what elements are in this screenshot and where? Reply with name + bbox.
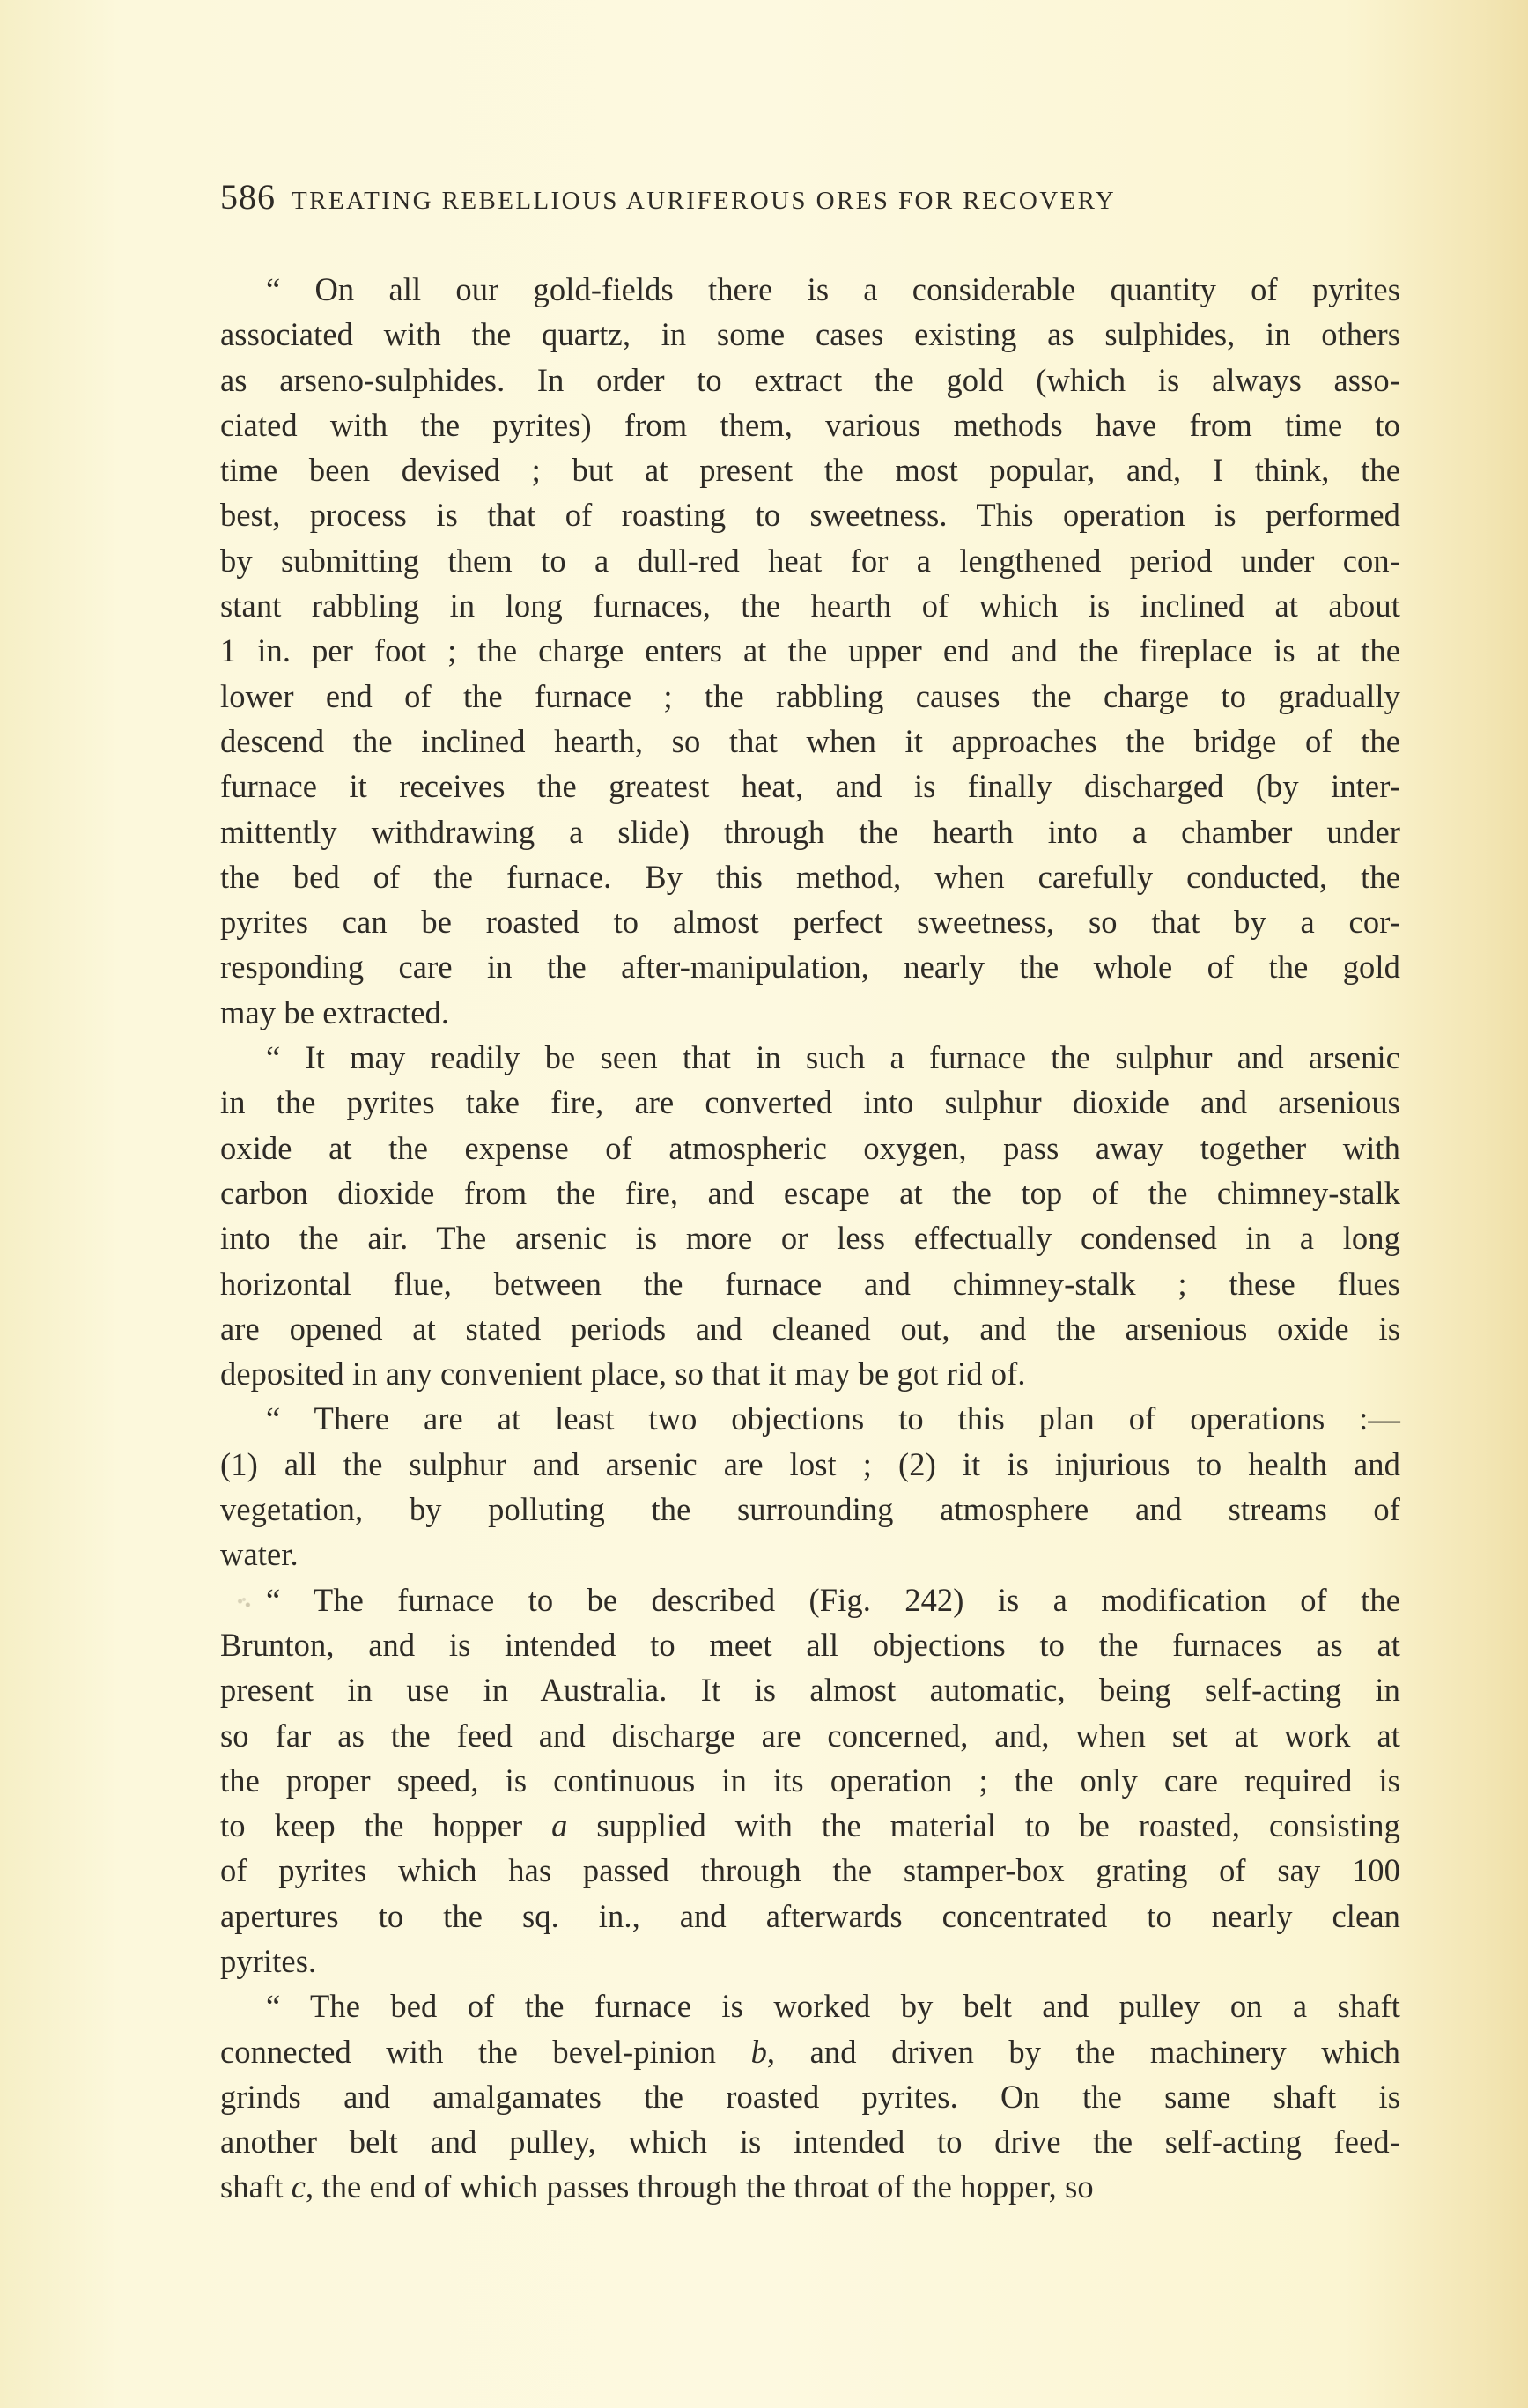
text-line: present in use in Australia. It is almost automatic, being self-acting in: [220, 1672, 1400, 1709]
figure-label-letter: a: [551, 1807, 568, 1844]
text-line: another belt and pulley, which is intended to drive the self-acting feed-: [220, 2124, 1400, 2161]
text-line: mittently withdrawing a slide) through the hearth into a chamber under: [220, 813, 1400, 850]
text-line: stant rabbling in long furnaces, the hearth of which is inclined at about: [220, 587, 1400, 624]
text-line: lower end of the furnace ; the rabbling causes the charge to gradually: [220, 677, 1400, 714]
running-head: [220, 176, 1400, 229]
text-line: by submitting them to a dull-red heat for a lengthened period under con-: [220, 542, 1400, 579]
page-number: 586: [220, 177, 276, 217]
text-line: as arseno-sulphides. In order to extract the gold (which is always asso-: [220, 361, 1400, 398]
paragraph-objections: [220, 1396, 1400, 1577]
text-line: carbon dioxide from the fire, and escape at the top of the chimney-stalk: [220, 1174, 1400, 1211]
text-line: apertures to the sq. in., and afterwards concentrated to nearly clean: [220, 1897, 1400, 1934]
text-line: “ It may readily be seen that in such a furnace the sulphur and arsenic: [266, 1039, 1400, 1076]
text-line: grinds and amalgamates the roasted pyrites. On the same shaft is: [220, 2078, 1400, 2115]
text-line: descend the inclined hearth, so that when it approaches the bridge of the: [220, 722, 1400, 759]
text-line: the bed of the furnace. By this method, when carefully conducted, the: [220, 858, 1400, 895]
text-line: water.: [220, 1536, 299, 1573]
running-title: TREATING REBELLIOUS AURIFEROUS ORES FOR RECOVERY: [292, 187, 1117, 215]
text-line: shaft c, the end of which passes through the throat of the hopper, so: [220, 2168, 1094, 2205]
text-line: to keep the hopper a supplied with the material to be roasted, consisting: [220, 1807, 1401, 1844]
text-line: may be extracted.: [220, 993, 450, 1030]
figure-label-letter: c: [291, 2168, 306, 2205]
text-line: oxide at the expense of atmospheric oxygen, pass away together with: [220, 1129, 1400, 1166]
body-text: [220, 267, 1400, 2210]
text-line: “ The furnace to be described (Fig. 242) is a modification of the: [220, 1577, 1400, 1622]
paragraph-sulphur-arsenic: [220, 1035, 1400, 1396]
text-line: time been devised ; but at present the most popular, and, I think, the: [220, 452, 1400, 489]
text-line: deposited in any convenient place, so that it may be got rid of.: [220, 1355, 1026, 1392]
text-line: into the air. The arsenic is more or less effectually condensed in a long: [220, 1220, 1400, 1257]
text-line: vegetation, by polluting the surrounding atmosphere and streams of: [220, 1491, 1400, 1528]
text-line: of pyrites which has passed through the stamper-box grating of say 100: [220, 1852, 1400, 1889]
scan-speck: [234, 1594, 254, 1612]
text-line: “ There are at least two objections to this plan of operations :—: [266, 1400, 1400, 1437]
paragraph-furnace-description: [220, 1577, 1400, 1984]
figure-label-letter: b: [750, 2033, 767, 2070]
text-line: are opened at stated periods and cleaned out, and the arsenious oxide is: [220, 1310, 1400, 1347]
text-line: furnace it receives the greatest heat, and is finally discharged (by inter-: [220, 768, 1400, 805]
text-line: so far as the feed and discharge are concerned, and, when set at work at: [220, 1717, 1400, 1754]
text-line: “ The bed of the furnace is worked by belt and pulley on a shaft: [266, 1988, 1400, 2025]
text-line: responding care in the after-manipulation, nearly the whole of the gold: [220, 949, 1400, 986]
text-line: in the pyrites take fire, are converted into sulphur dioxide and arsenious: [220, 1084, 1400, 1121]
text-line: (1) all the sulphur and arsenic are lost ; (2) it is injurious to health and: [220, 1445, 1400, 1482]
text-line: Brunton, and is intended to meet all objections to the furnaces as at: [220, 1626, 1400, 1663]
text-line: “ On all our gold-fields there is a considerable quantity of pyrites: [266, 271, 1400, 307]
text-line: connected with the bevel-pinion b, and driven by the machinery which: [220, 2033, 1400, 2070]
text-line: best, process is that of roasting to sweetness. This operation is performed: [220, 497, 1400, 534]
text-line: associated with the quartz, in some cases existing as sulphides, in others: [220, 316, 1400, 353]
text-line: horizontal flue, between the furnace and chimney-stalk ; these flues: [220, 1265, 1400, 1302]
text-line: 1 in. per foot ; the charge enters at the upper end and the fireplace is at the: [220, 632, 1400, 669]
text-line: pyrites can be roasted to almost perfect sweetness, so that by a cor-: [220, 904, 1400, 941]
text-line: ciated with the pyrites) from them, various methods have from time to: [220, 406, 1400, 443]
paragraph-gold-fields: [220, 267, 1400, 1035]
paragraph-bed-of-furnace: [220, 1983, 1400, 2209]
text-line: the proper speed, is continuous in its operation ; the only care required is: [220, 1762, 1400, 1799]
text-line: pyrites.: [220, 1942, 317, 1979]
